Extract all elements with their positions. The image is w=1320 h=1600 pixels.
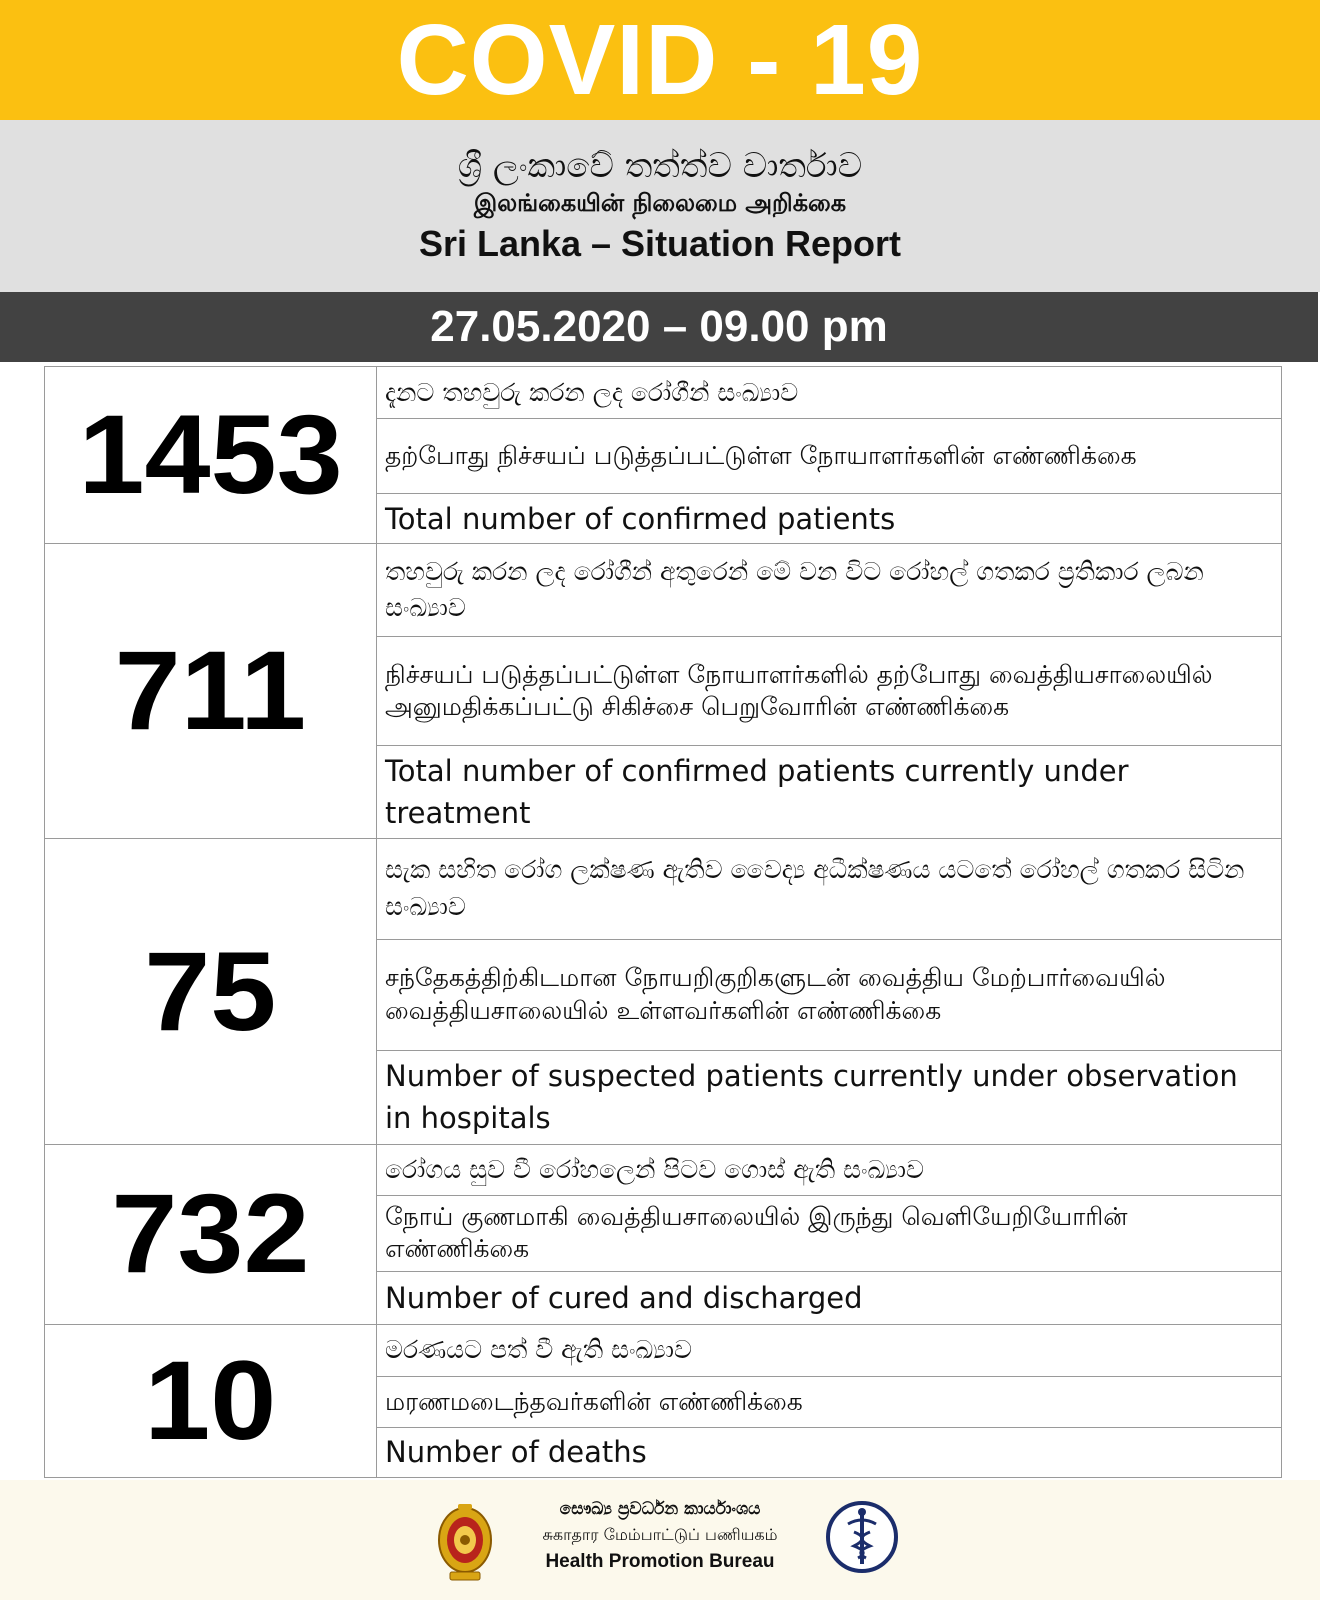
- deaths-value: 10: [144, 1337, 277, 1463]
- under-treatment-value: 711: [114, 628, 307, 754]
- stat-label-english: Number of suspected patients currently under observation in hospitals: [377, 1050, 1282, 1145]
- date-bar: [0, 292, 1318, 362]
- stat-label-tamil: மரணமடைந்தவர்களின் எண்ணிக்கை: [377, 1377, 1282, 1427]
- cured-discharged-value: 732: [111, 1171, 310, 1297]
- table-row: [45, 838, 1282, 939]
- stats-table: [44, 366, 1282, 1478]
- stat-value-cell: [45, 1145, 377, 1324]
- org-name-sinhala: සෞඛ්‍ය ප්‍රවර්ධන කාර්යාංශය: [559, 1499, 761, 1519]
- table-row: [45, 367, 1282, 419]
- confirmed-total-value: 1453: [78, 392, 343, 518]
- org-name-tamil: சுகாதார மேம்பாட்டுப் பணியகம்: [542, 1525, 778, 1544]
- stat-label-sinhala: රෝගය සුව වී රෝහලෙන් පිටව ගොස් ඇති සංඛ්‍යාව: [377, 1145, 1282, 1195]
- report-datetime: 27.05.2020 – 09.00 pm: [430, 302, 888, 351]
- stat-value-cell: [45, 367, 377, 544]
- table-row: [45, 544, 1282, 637]
- footer: [0, 1480, 1320, 1600]
- stat-value-cell: [45, 1324, 377, 1477]
- stat-label-sinhala: සැක සහිත රෝග ලක්ෂණ ඇතිව වෛද්‍ය අධීක්ෂණය යටතේ රෝහල් ගතකර සිටින සංඛ්‍යාව: [377, 838, 1282, 939]
- title-banner: [0, 0, 1320, 120]
- sri-lanka-emblem-icon: [436, 1500, 494, 1584]
- table-row: [45, 1324, 1282, 1376]
- subtitle-sinhala: ශ්‍රී ලංකාවේ තත්ත්ව වාර්තාව: [457, 145, 863, 186]
- page-title: COVID - 19: [396, 4, 924, 116]
- stat-label-sinhala: මරණයට පත් වී ඇති සංඛ්‍යාව: [377, 1324, 1282, 1376]
- stat-label-tamil: தற்போது நிச்சயப் படுத்தப்பட்டுள்ள நோயாளர்களின் எண்ணிக்கை: [377, 419, 1282, 494]
- stat-label-english: Total number of confirmed patients: [377, 494, 1282, 544]
- stat-label-tamil: நிச்சயப் படுத்தப்பட்டுள்ள நோயாளர்களில் தற்போது வைத்தியசாலையில் அனுமதிக்கப்பட்டு சிகிச்சை பெறுவோரின் எண்ணிக்கை: [377, 637, 1282, 746]
- subtitle-tamil: இலங்கையின் நிலைமை அறிக்கை: [473, 189, 847, 218]
- stat-label-tamil: நோய் குணமாகி வைத்தியசாலையில் இருந்து வெளியேறியோரின் எண்ணிக்கை: [377, 1195, 1282, 1272]
- stat-label-sinhala: තහවුරු කරන ලද රෝගීන් අතුරෙන් මේ වන විට රෝහල් ගතකර ප්‍රතිකාර ලබන සංඛ්‍යාව: [377, 544, 1282, 637]
- stat-label-sinhala: දැනට තහවුරු කරන ලද රෝගීන් සංඛ්‍යාව: [377, 367, 1282, 419]
- stat-label-tamil: சந்தேகத்திற்கிடமான நோயறிகுறிகளுடன் வைத்திய மேற்பார்வையில் வைத்தியசாலையில் உள்ளவர்களின் எண்ணிக்கை: [377, 939, 1282, 1050]
- stat-value-cell: [45, 544, 377, 838]
- suspected-value: 75: [144, 928, 277, 1054]
- hpb-caduceus-logo-icon: [824, 1498, 900, 1576]
- org-name-block: [500, 1496, 820, 1576]
- org-name-english: Health Promotion Bureau: [545, 1551, 775, 1572]
- stat-label-english: Total number of confirmed patients currently under treatment: [377, 746, 1282, 839]
- report-subheader: [0, 120, 1320, 292]
- table-row: [45, 1145, 1282, 1195]
- stat-label-english: Number of cured and discharged: [377, 1272, 1282, 1324]
- stat-label-english: Number of deaths: [377, 1427, 1282, 1477]
- stat-value-cell: [45, 838, 377, 1144]
- subtitle-english: Sri Lanka – Situation Report: [418, 222, 902, 264]
